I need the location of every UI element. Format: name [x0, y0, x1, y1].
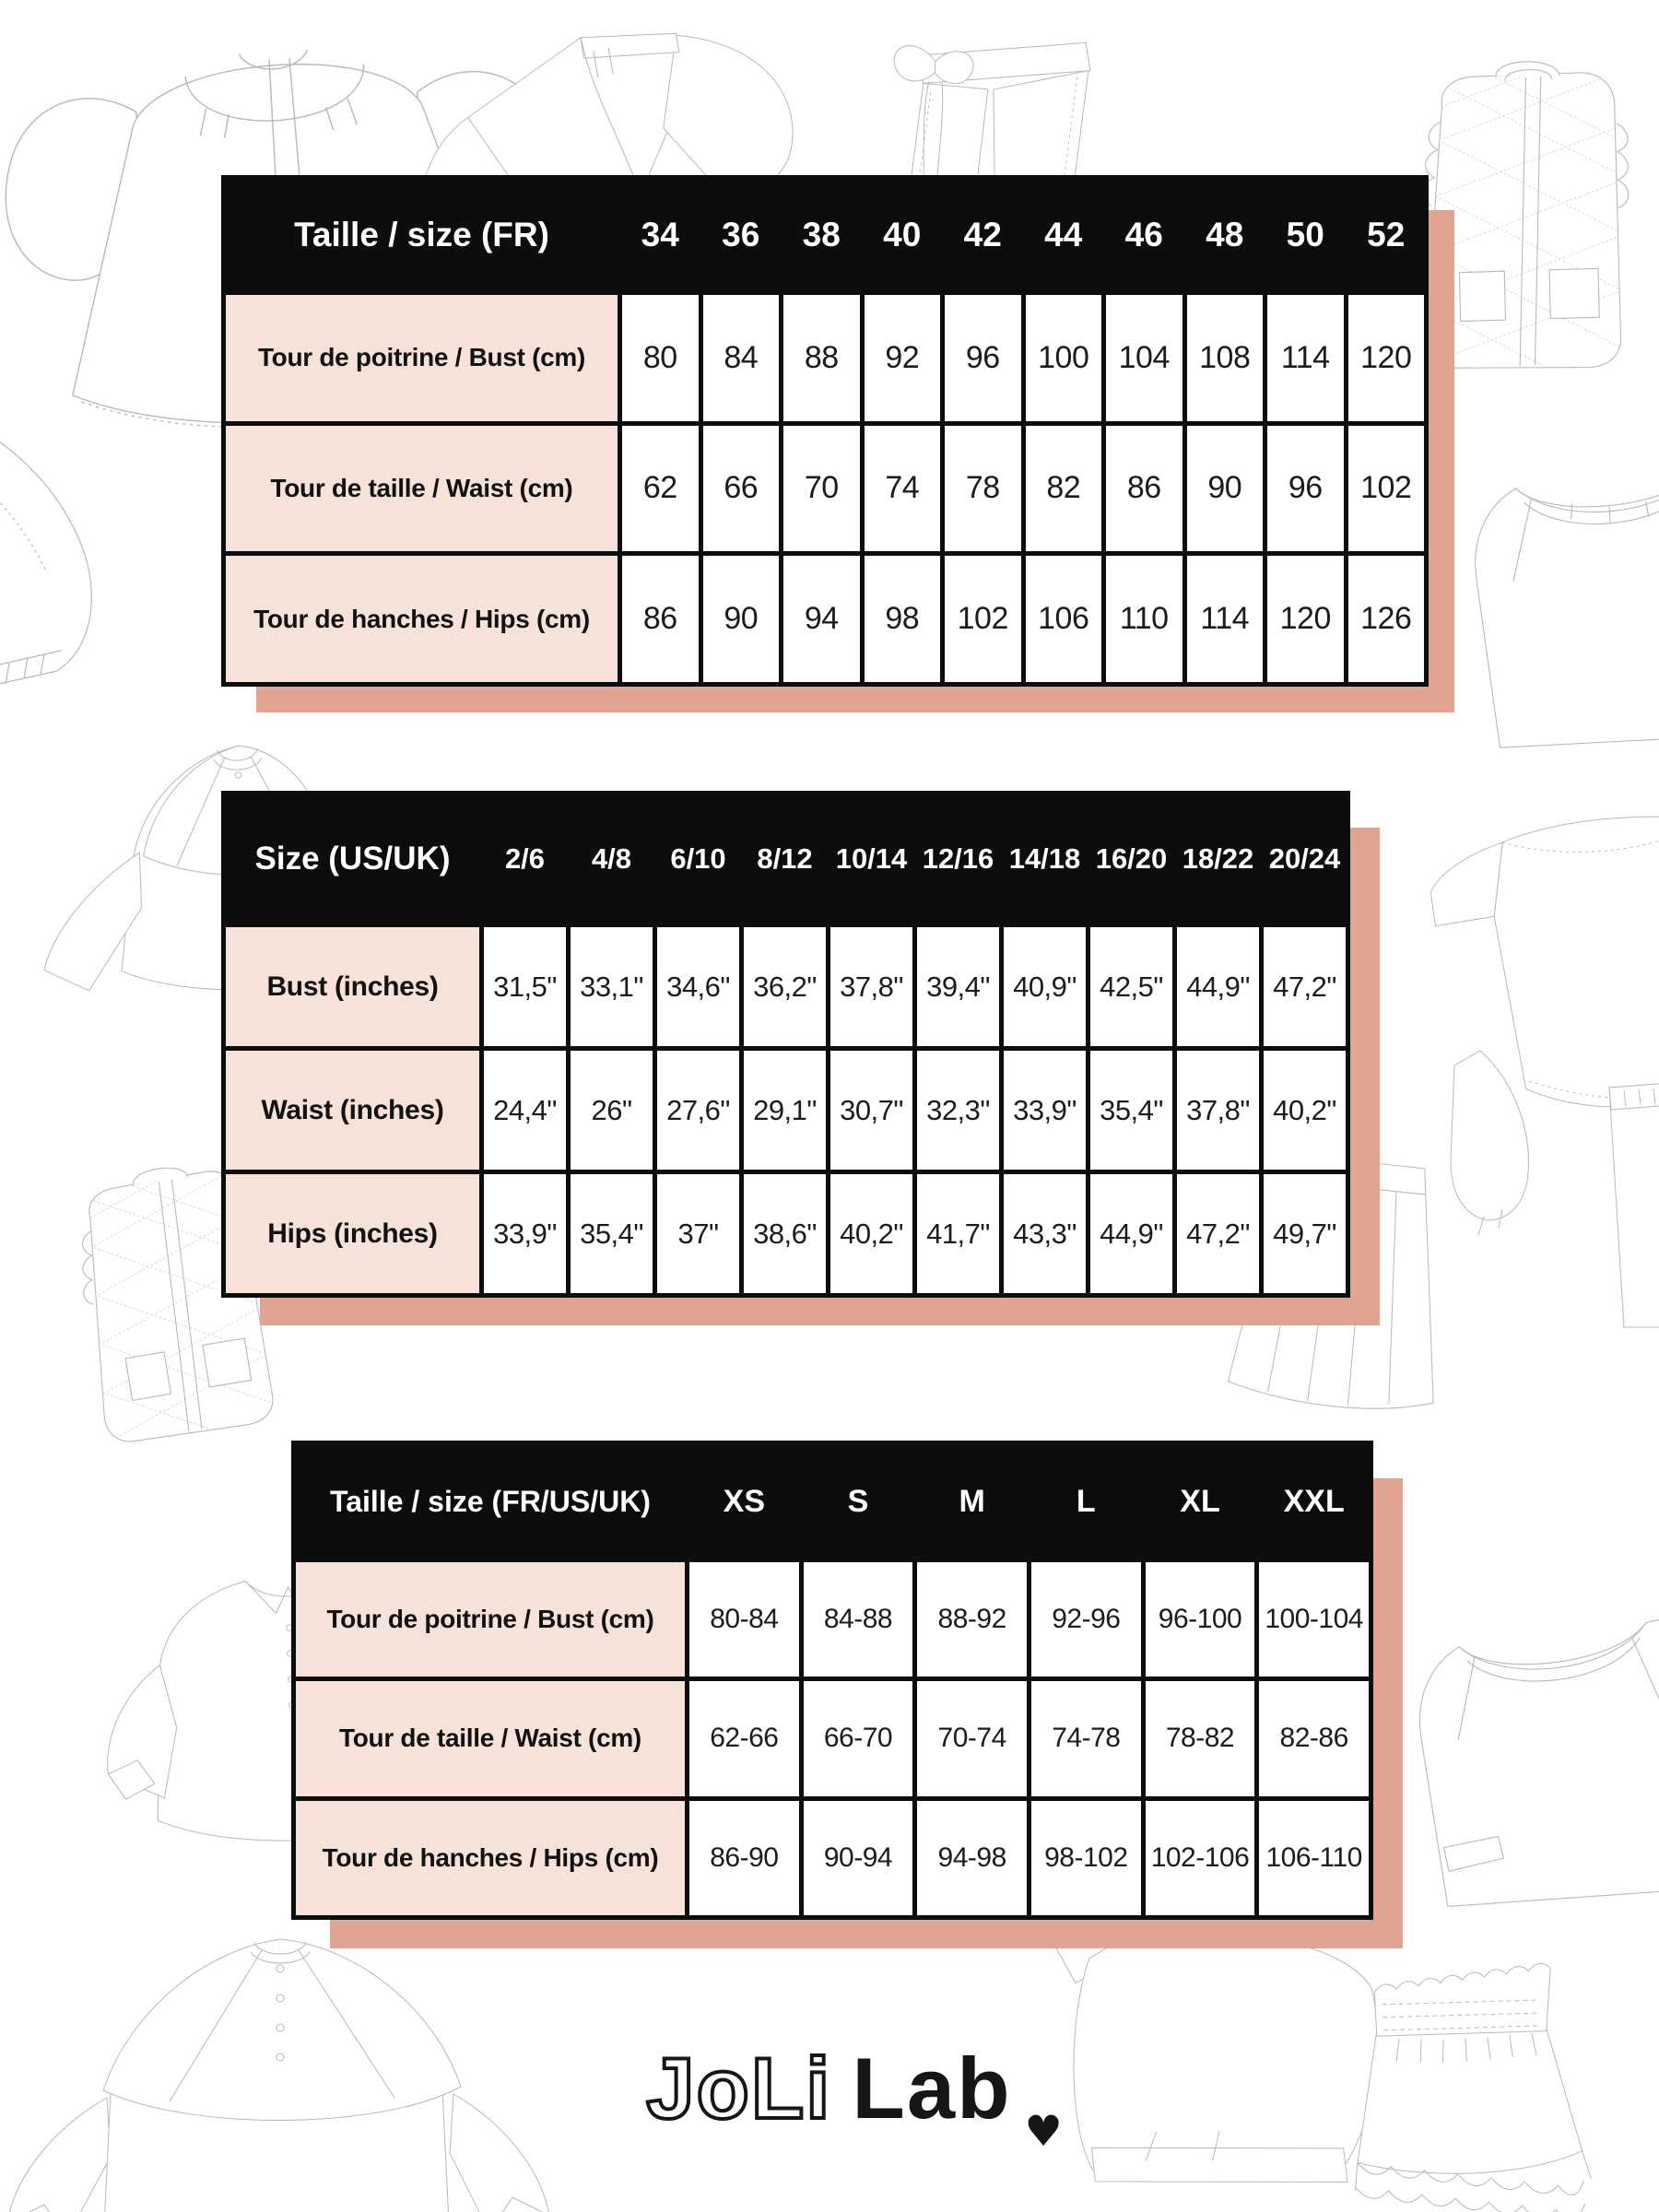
value-cell: 96-100	[1146, 1562, 1255, 1677]
value-cell: 33,9"	[1004, 1051, 1086, 1170]
row-label: Tour de hanches / Hips (cm)	[296, 1801, 685, 1915]
value-cell: 106	[1026, 556, 1102, 682]
value-cell: 37,8"	[1177, 1051, 1259, 1170]
value-cell: 32,3"	[917, 1051, 999, 1170]
value-cell: 88-92	[917, 1562, 1027, 1677]
column-header: 4/8	[571, 795, 653, 923]
value-cell: 84	[703, 295, 780, 421]
row-label: Waist (inches)	[226, 1051, 479, 1170]
heart-icon: ♥	[1024, 2106, 1063, 2156]
column-header: 8/12	[744, 795, 826, 923]
cape-blouse-large-sketch-icon	[0, 1917, 590, 2212]
value-cell: 96	[945, 295, 1021, 421]
value-cell: 100-104	[1259, 1562, 1369, 1677]
value-cell: 110	[1106, 556, 1182, 682]
column-header: 2/6	[484, 795, 566, 923]
value-cell: 88	[783, 295, 860, 421]
value-cell: 37,8"	[830, 927, 912, 1046]
value-cell: 36,2"	[744, 927, 826, 1046]
column-header: XS	[689, 1445, 799, 1558]
value-cell: 80-84	[689, 1562, 799, 1677]
brand-logo	[646, 2039, 1063, 2156]
column-header: 20/24	[1264, 795, 1346, 923]
value-cell: 78-82	[1146, 1681, 1255, 1795]
row-label: Tour de poitrine / Bust (cm)	[226, 295, 618, 421]
sleeve-fragment-sketch-icon	[0, 387, 166, 700]
value-cell: 47,2"	[1264, 927, 1346, 1046]
row-label: Bust (inches)	[226, 927, 479, 1046]
value-cell: 62	[622, 426, 699, 552]
brand-logo-lab: Lab	[852, 2040, 1012, 2136]
value-cell: 34,6"	[657, 927, 739, 1046]
value-cell: 44,9"	[1090, 1174, 1172, 1293]
value-cell: 70	[783, 426, 860, 552]
value-cell: 114	[1267, 295, 1344, 421]
row-label: Tour de hanches / Hips (cm)	[226, 556, 618, 682]
value-cell: 90	[1187, 426, 1264, 552]
column-header: 16/20	[1090, 795, 1172, 923]
column-header: M	[917, 1445, 1027, 1558]
value-cell: 49,7"	[1264, 1174, 1346, 1293]
column-header: 52	[1348, 180, 1425, 290]
column-header: 50	[1267, 180, 1344, 290]
value-cell: 90	[703, 556, 780, 682]
value-cell: 40,2"	[830, 1174, 912, 1293]
size-table-us-uk	[221, 791, 1350, 1298]
column-header: 10/14	[830, 795, 912, 923]
value-cell: 82	[1026, 426, 1102, 552]
value-cell: 120	[1348, 295, 1425, 421]
value-cell: 29,1"	[744, 1051, 826, 1170]
table-header-label: Taille / size (FR)	[226, 180, 618, 290]
value-cell: 39,4"	[917, 927, 999, 1046]
raglan-blouse-bottom-sketch-icon	[1399, 1552, 1659, 1914]
value-cell: 90-94	[804, 1801, 913, 1915]
value-cell: 33,9"	[484, 1174, 566, 1293]
size-table-international	[291, 1441, 1373, 1920]
value-cell: 96	[1267, 426, 1344, 552]
value-cell: 106-110	[1259, 1801, 1369, 1915]
value-cell: 86-90	[689, 1801, 799, 1915]
value-cell: 42,5"	[1090, 927, 1172, 1046]
value-cell: 98	[865, 556, 941, 682]
value-cell: 24,4"	[484, 1051, 566, 1170]
column-header: 46	[1106, 180, 1182, 290]
value-cell: 86	[622, 556, 699, 682]
value-cell: 66-70	[804, 1681, 913, 1795]
column-header: 14/18	[1004, 795, 1086, 923]
column-header: 6/10	[657, 795, 739, 923]
value-cell: 26"	[571, 1051, 653, 1170]
value-cell: 100	[1026, 295, 1102, 421]
column-header: XL	[1146, 1445, 1255, 1558]
smocked-skirt-sketch-icon	[1325, 1954, 1615, 2212]
column-header: L	[1031, 1445, 1141, 1558]
value-cell: 41,7"	[917, 1174, 999, 1293]
value-cell: 108	[1187, 295, 1264, 421]
value-cell: 120	[1267, 556, 1344, 682]
column-header: S	[804, 1445, 913, 1558]
column-header: 44	[1026, 180, 1102, 290]
value-cell: 114	[1187, 556, 1264, 682]
value-cell: 47,2"	[1177, 1174, 1259, 1293]
value-cell: 35,4"	[1090, 1051, 1172, 1170]
column-header: 38	[783, 180, 860, 290]
value-cell: 74	[865, 426, 941, 552]
column-header: 48	[1187, 180, 1264, 290]
puff-sleeve-and-pants-sketch-icon	[1447, 1051, 1659, 1327]
value-cell: 92	[865, 295, 941, 421]
row-label: Hips (inches)	[226, 1174, 479, 1293]
column-header: XXL	[1259, 1445, 1369, 1558]
raglan-blouse-sketch-icon	[1457, 397, 1659, 754]
value-cell: 62-66	[689, 1681, 799, 1795]
value-cell: 82-86	[1259, 1681, 1369, 1795]
row-label: Tour de taille / Waist (cm)	[226, 426, 618, 552]
size-table-fr	[221, 175, 1429, 687]
value-cell: 84-88	[804, 1562, 913, 1677]
value-cell: 94-98	[917, 1801, 1027, 1915]
value-cell: 92-96	[1031, 1562, 1141, 1677]
value-cell: 102	[1348, 426, 1425, 552]
value-cell: 37"	[657, 1174, 739, 1293]
value-cell: 104	[1106, 295, 1182, 421]
value-cell: 78	[945, 426, 1021, 552]
value-cell: 43,3"	[1004, 1174, 1086, 1293]
column-header: 12/16	[917, 795, 999, 923]
column-header: 42	[945, 180, 1021, 290]
value-cell: 40,2"	[1264, 1051, 1346, 1170]
value-cell: 86	[1106, 426, 1182, 552]
value-cell: 30,7"	[830, 1051, 912, 1170]
value-cell: 44,9"	[1177, 927, 1259, 1046]
column-header: 40	[865, 180, 941, 290]
row-label: Tour de poitrine / Bust (cm)	[296, 1562, 685, 1677]
value-cell: 70-74	[917, 1681, 1027, 1795]
brand-logo-joli: JoLi	[646, 2040, 832, 2136]
value-cell: 80	[622, 295, 699, 421]
value-cell: 98-102	[1031, 1801, 1141, 1915]
value-cell: 40,9"	[1004, 927, 1086, 1046]
value-cell: 31,5"	[484, 927, 566, 1046]
column-header: 18/22	[1177, 795, 1259, 923]
value-cell: 94	[783, 556, 860, 682]
column-header: 34	[622, 180, 699, 290]
value-cell: 126	[1348, 556, 1425, 682]
value-cell: 27,6"	[657, 1051, 739, 1170]
value-cell: 102	[945, 556, 1021, 682]
row-label: Tour de taille / Waist (cm)	[296, 1681, 685, 1795]
value-cell: 35,4"	[571, 1174, 653, 1293]
value-cell: 33,1"	[571, 927, 653, 1046]
table-header-label: Taille / size (FR/US/UK)	[296, 1445, 685, 1558]
column-header: 36	[703, 180, 780, 290]
table-header-label: Size (US/UK)	[226, 795, 479, 923]
value-cell: 102-106	[1146, 1801, 1255, 1915]
value-cell: 38,6"	[744, 1174, 826, 1293]
value-cell: 74-78	[1031, 1681, 1141, 1795]
value-cell: 66	[703, 426, 780, 552]
